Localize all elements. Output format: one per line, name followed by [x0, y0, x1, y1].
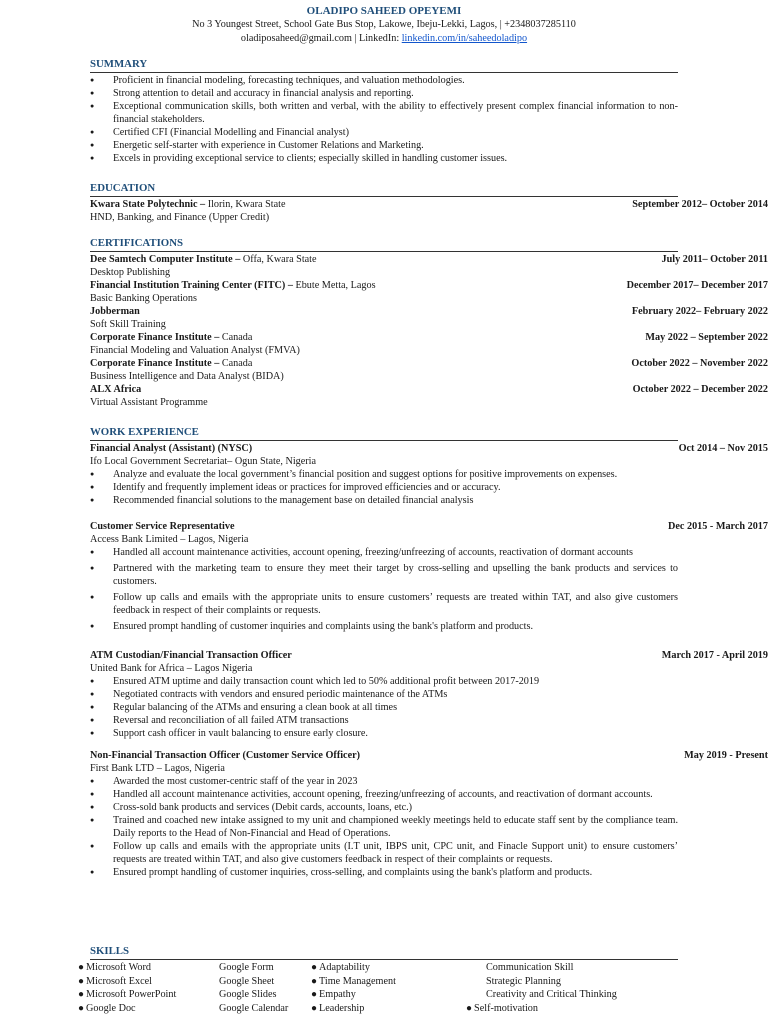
skill-item: Communication Skill: [486, 962, 574, 973]
list-item: ● Certified CFI (Financial Modelling and Financial analyst): [90, 126, 678, 139]
company-location: Lagos, Nigeria: [185, 534, 249, 545]
list-item: ● Ensured ATM uptime and daily transaction count which led to 50% additional profit between 2017-2019: [90, 675, 678, 688]
bullet-icon: ●: [466, 1002, 473, 1014]
cert-entry: [90, 253, 768, 279]
list-item: ● Partnered with the marketing team to ensure they meet their target by cross-selling and upselling the bank products and services to customers.: [90, 562, 678, 588]
skill-item: Microsoft PowerPoint: [86, 989, 177, 1000]
cert-location: Canada: [219, 332, 253, 343]
cert-org: Corporate Finance Institute –: [90, 332, 220, 343]
list-item: ● Ensured prompt handling of customer inquiries, cross-selling, and complaints using the bank's platform and products.: [90, 866, 678, 879]
company-location: Lagos Nigeria: [191, 663, 253, 674]
list-item: ● Handled all account maintenance activities, account opening, freezing/unfreezing of accounts, and reactivation of dormant accounts.: [90, 788, 678, 801]
cert-course: Financial Modeling and Valuation Analyst (FMVA): [90, 345, 300, 356]
cert-course: Soft Skill Training: [90, 319, 166, 330]
section-title: SKILLS: [90, 944, 678, 960]
email-text: oladiposaheed@gmail.com | LinkedIn:: [240, 33, 402, 44]
cert-entry: [90, 357, 768, 383]
section-title: WORK EXPERIENCE: [90, 425, 678, 441]
company-name: Access Bank Limited –: [90, 534, 186, 545]
cert-entry: [90, 279, 768, 305]
work-section: [90, 425, 768, 879]
skill-item: Google Calendar: [219, 1002, 289, 1014]
cert-course: Desktop Publishing: [90, 267, 171, 278]
job-bullets: [90, 546, 678, 633]
education-section: [90, 181, 768, 224]
contact-line: [0, 32, 768, 46]
bullet-icon: ●: [78, 962, 85, 973]
candidate-name: OLADIPO SAHEED OPEYEMI: [306, 5, 462, 17]
date-range: May 2019 - Present: [684, 750, 768, 761]
company-name: United Bank for Africa –: [90, 663, 192, 674]
company-location: Ogun State, Nigeria: [232, 456, 317, 467]
job-bullets: [90, 468, 678, 507]
skill-item: Empathy: [319, 989, 356, 1000]
job-role: Non-Financial Transaction Officer (Customer Service Officer): [90, 750, 361, 761]
section-title: EDUCATION: [90, 181, 678, 197]
cert-org: Dee Samtech Computer Institute –: [90, 254, 241, 265]
cert-org: Jobberman: [90, 306, 140, 317]
skill-item: Microsoft Excel: [86, 975, 152, 987]
cert-course: Business Intelligence and Data Analyst (BIDA): [90, 371, 284, 382]
date-range: July 2011– October 2011: [661, 254, 768, 265]
cert-org: Financial Institution Training Center (FITC) –: [90, 280, 293, 291]
list-item: ● Reversal and reconciliation of all failed ATM transactions: [90, 714, 678, 727]
skill-item: Self-motivation: [474, 1002, 538, 1014]
skills-section: [78, 944, 678, 1015]
bullet-icon: ●: [78, 975, 85, 987]
bullet-icon: ●: [78, 989, 85, 1000]
bullet-icon: ●: [311, 989, 318, 1000]
list-item: ● Identify and frequently implement ideas or practices for improved efficiencies and or accuracy.: [90, 481, 678, 494]
date-range: October 2022 – November 2022: [631, 358, 768, 369]
bullet-icon: ●: [311, 962, 318, 973]
list-item: ● Regular balancing of the ATMs and ensuring a clean book at all times: [90, 701, 678, 714]
section-title: SUMMARY: [90, 57, 678, 73]
cert-location: Offa, Kwara State: [240, 254, 317, 265]
list-item: ● Strong attention to detail and accuracy in financial analysis and reporting.: [90, 87, 678, 100]
list-item: ● Exceptional communication skills, both written and verbal, with the ability to effectively present complex financial information to non-financial stakeholders.: [90, 100, 678, 126]
cert-entry: [90, 331, 768, 357]
company-name: Ifo Local Government Secretariat–: [90, 456, 233, 467]
certifications-section: [90, 236, 768, 409]
cert-location: Ebute Metta, Lagos: [292, 280, 376, 291]
skill-item: Google Form: [219, 962, 274, 973]
linkedin-link[interactable]: linkedin.com/in/saheedoladipo: [401, 33, 528, 44]
list-item: ● Handled all account maintenance activities, account opening, freezing/unfreezing of accounts, reactivation of dormant accounts: [90, 546, 678, 559]
school-name: Kwara State Polytechnic –: [90, 199, 206, 210]
skill-item: Strategic Planning: [486, 975, 561, 987]
bullet-icon: ●: [311, 1002, 318, 1014]
date-range: October 2022 – December 2022: [632, 384, 768, 395]
date-range: February 2022– February 2022: [631, 306, 768, 317]
skill-item: Adaptability: [319, 962, 370, 973]
cert-org: ALX Africa: [90, 384, 142, 395]
list-item: ● Follow up calls and emails with the appropriate units to ensure customers’ requests are treated within TAT, and also give customers feedback in respect of their complaints or requests.: [90, 591, 678, 617]
summary-section: [90, 57, 678, 165]
list-item: ● Recommended financial solutions to the management base on detailed financial analysis: [90, 494, 678, 507]
job-role: Customer Service Representative: [90, 521, 235, 532]
list-item: ● Support cash officer in vault balancing to ensure early closure.: [90, 727, 678, 740]
cert-entry: [90, 383, 768, 409]
job-role: Financial Analyst (Assistant) (NYSC): [90, 443, 253, 454]
date-range: March 2017 - April 2019: [661, 650, 768, 661]
job-bullets: [90, 775, 678, 879]
job-entry: [90, 520, 768, 633]
bullet-icon: ●: [311, 975, 318, 987]
list-item: ● Analyze and evaluate the local government’s financial position and suggest options for positive improvements on expenses.: [90, 468, 678, 481]
company-name: First Bank LTD –: [90, 763, 162, 774]
cert-entry: [90, 305, 768, 331]
cert-course: Basic Banking Operations: [90, 293, 197, 304]
skill-item: Time Management: [319, 975, 396, 987]
list-item: ● Cross-sold bank products and services (Debit cards, accounts, loans, etc.): [90, 801, 678, 814]
cert-course: Virtual Assistant Programme: [90, 397, 208, 408]
skill-item: Microsoft Word: [86, 962, 151, 973]
date-range: May 2022 – September 2022: [645, 332, 768, 343]
bullet-icon: ●: [78, 1002, 85, 1014]
school-location: Ilorin, Kwara State: [205, 199, 286, 210]
list-item: ● Trained and coached new intake assigned to my unit and championed weekly meetings held to educate staff sent by the compliance team. Daily reports to the Head of Non-Financial and Head of Operations.: [90, 814, 678, 840]
cert-location: Canada: [219, 358, 253, 369]
list-item: ● Proficient in financial modeling, forecasting techniques, and valuation methodologies.: [90, 74, 678, 87]
job-entry: [90, 442, 768, 507]
date-range: December 2017– December 2017: [626, 280, 768, 291]
company-location: Lagos, Nigeria: [161, 763, 225, 774]
resume-header: [0, 0, 768, 46]
skill-item: Google Slides: [219, 989, 277, 1000]
job-entry: [90, 649, 768, 740]
list-item: ● Ensured prompt handling of customer inquiries and complaints using the bank's platform and products.: [90, 620, 678, 633]
skill-item: Creativity and Critical Thinking: [486, 989, 617, 1000]
list-item: ● Awarded the most customer-centric staff of the year in 2023: [90, 775, 678, 788]
job-bullets: [90, 675, 678, 740]
degree: HND, Banking, and Finance (Upper Credit): [90, 212, 270, 223]
skill-item: Leadership: [319, 1002, 365, 1014]
skill-item: Google Sheet: [219, 975, 275, 987]
summary-list: [90, 74, 678, 165]
skill-item: Google Doc: [86, 1002, 136, 1014]
section-title: CERTIFICATIONS: [90, 236, 678, 252]
list-item: ● Negotiated contracts with vendors and ensured periodic maintenance of the ATMs: [90, 688, 678, 701]
address-line: No 3 Youngest Street, School Gate Bus Stop, Lakowe, Ibeju-Lekki, Lagos, | +2348037285110: [192, 19, 576, 30]
list-item: ● Energetic self-starter with experience in Customer Relations and Marketing.: [90, 139, 678, 152]
education-entry: [90, 198, 768, 211]
list-item: ● Excels in providing exceptional service to clients; especially skilled in handling customer issues.: [90, 152, 678, 165]
date-range: Oct 2014 – Nov 2015: [678, 443, 768, 454]
job-role: ATM Custodian/Financial Transaction Officer: [90, 650, 292, 661]
date-range: September 2012– October 2014: [632, 199, 768, 210]
job-entry: [90, 749, 768, 879]
date-range: Dec 2015 - March 2017: [668, 521, 768, 532]
cert-org: Corporate Finance Institute –: [90, 358, 220, 369]
list-item: ● Follow up calls and emails with the appropriate units (I.T unit, IBPS unit, CPC unit, and Finacle Support unit) to ensure customers’ requests are treated within TAT, and also give customers feedback in respect of their complaints or requests.: [90, 840, 678, 866]
